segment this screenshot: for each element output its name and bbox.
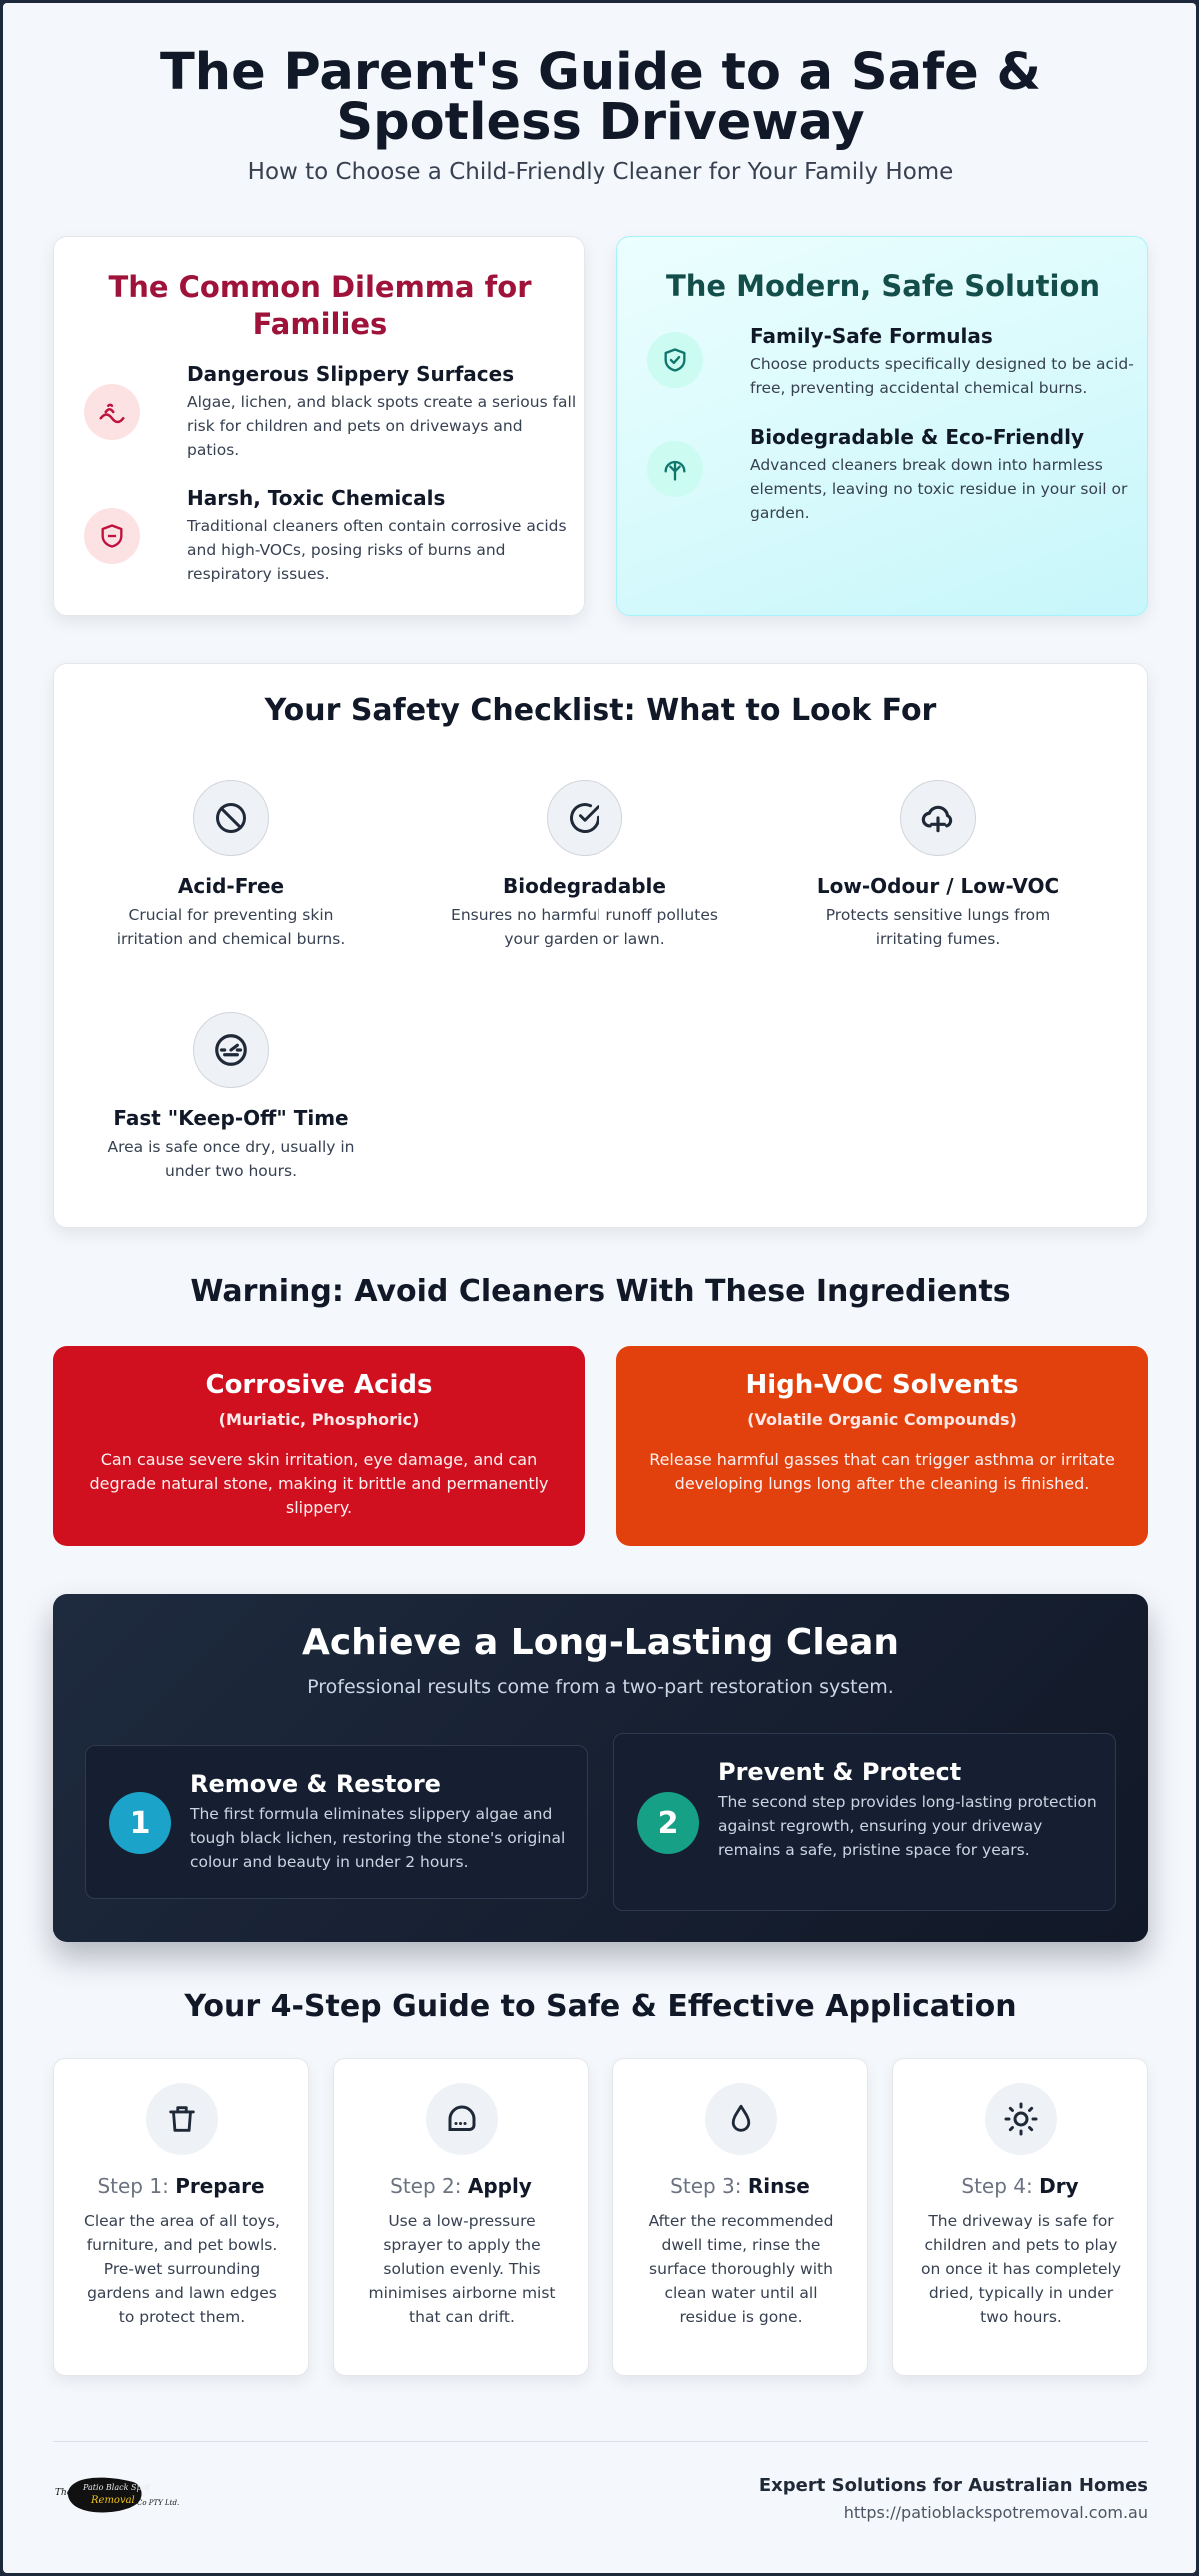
solution-item-desc: Choose products specifically designed to be acid-free, preventing accidental chemical burns. xyxy=(750,355,1134,397)
system-step-desc: The second step provides long-lasting protection against regrowth, ensuring your driveway remains a safe, pristine space for years. xyxy=(718,1793,1097,1859)
svg-text:Removal: Removal xyxy=(91,2495,135,2506)
checklist-card xyxy=(53,663,1148,1228)
guide-step-card xyxy=(892,2058,1148,2376)
solution-item-title: Family-Safe Formulas xyxy=(750,324,993,348)
guide-step-prefix: Step 3: xyxy=(670,2174,742,2198)
checklist-item-title: Fast "Keep-Off" Time xyxy=(113,1106,349,1130)
shield-alert-icon xyxy=(84,508,140,564)
checklist-item-desc: Protects sensitive lungs from irritating fumes. xyxy=(825,906,1051,948)
checklist-item-title: Acid-Free xyxy=(177,874,285,898)
svg-text:The: The xyxy=(55,2488,73,2498)
guide-step-label xyxy=(613,2174,867,2198)
timer-icon xyxy=(193,1012,269,1088)
footer-tagline: Expert Solutions for Australian Homes xyxy=(758,2475,1148,2496)
leaf-icon xyxy=(647,441,703,497)
guide-step-prefix: Step 1: xyxy=(97,2174,169,2198)
solution-heading: The Modern, Safe Solution xyxy=(665,269,1101,303)
dilemma-item-desc: Traditional cleaners often contain corrosive acids and high-VOCs, posing risks of burns and respiratory issues. xyxy=(187,517,567,583)
guide-step-label xyxy=(334,2174,588,2198)
guide-step-desc: After the recommended dwell time, rinse the surface thoroughly with clean water until all residue is gone. xyxy=(648,2212,834,2326)
dilemma-item-desc: Algae, lichen, and black spots create a serious fall risk for children and pets on driveways and patios. xyxy=(187,393,577,459)
guide-step-card xyxy=(612,2058,868,2376)
footer-divider xyxy=(53,2441,1148,2442)
guide-step-prefix: Step 2: xyxy=(390,2174,462,2198)
checklist-item-desc: Crucial for preventing skin irritation and chemical burns. xyxy=(116,906,346,948)
dilemma-item-title: Dangerous Slippery Surfaces xyxy=(187,362,515,386)
system-step-protect xyxy=(613,1733,1116,1911)
warning-card-title: High-VOC Solvents xyxy=(745,1370,1019,1400)
warning-card-desc: Can cause severe skin irritation, eye damage, and can degrade natural stone, making it brittle and permanently slippery. xyxy=(89,1450,549,1517)
system-panel xyxy=(53,1594,1148,1942)
checklist-item xyxy=(408,780,761,960)
checklist-item-title: Biodegradable xyxy=(503,874,666,898)
svg-text:Patio Black Spot: Patio Black Spot xyxy=(83,2483,150,2492)
company-logo[interactable] xyxy=(53,2473,193,2517)
checklist-item xyxy=(54,780,408,960)
system-step-title: Remove & Restore xyxy=(190,1770,441,1798)
system-step-remove xyxy=(85,1745,588,1899)
warning-card-subtitle: (Volatile Organic Compounds) xyxy=(747,1410,1017,1429)
guide-step-label xyxy=(893,2174,1147,2198)
guide-step-name: Rinse xyxy=(747,2174,810,2198)
checklist-item-desc: Area is safe once dry, usually in under two hours. xyxy=(107,1138,355,1180)
system-step-desc: The first formula eliminates slippery algae and tough black lichen, restoring the stone's original colour and beauty in under 2 hours. xyxy=(190,1805,566,1871)
guide-heading: Your 4-Step Guide to Safe & Effective Application xyxy=(184,1989,1017,2024)
guide-step-name: Prepare xyxy=(175,2174,265,2198)
shield-check-icon xyxy=(647,332,703,388)
droplet-icon xyxy=(705,2083,777,2155)
dilemma-card xyxy=(53,236,585,616)
svg-text:Co PTY Ltd.: Co PTY Ltd. xyxy=(137,2499,180,2507)
dilemma-item-title: Harsh, Toxic Chemicals xyxy=(187,486,446,510)
step-number-badge: 1 xyxy=(109,1792,171,1854)
system-subheading: Professional results come from a two-part restoration system. xyxy=(307,1676,894,1698)
guide-step-prefix: Step 4: xyxy=(961,2174,1033,2198)
guide-step-name: Apply xyxy=(467,2174,532,2198)
guide-step-desc: Use a low-pressure sprayer to apply the solution evenly. This minimises airborne mist that can drift. xyxy=(368,2212,556,2326)
trash-icon xyxy=(146,2083,218,2155)
warning-card-desc: Release harmful gasses that can trigger asthma or irritate developing lungs long after the cleaning is finished. xyxy=(649,1450,1115,1493)
checklist-item xyxy=(761,780,1115,960)
guide-step-desc: Clear the area of all toys, furniture, and pet bowls. Pre-wet surrounding gardens and lawn edges to protect them. xyxy=(84,2212,280,2326)
solution-card xyxy=(616,236,1148,616)
guide-step-card xyxy=(53,2058,309,2376)
footer-url-link[interactable]: https://patioblackspotremoval.com.au xyxy=(843,2503,1148,2522)
checklist-item-desc: Ensures no harmful runoff pollutes your garden or lawn. xyxy=(451,906,718,948)
warning-heading: Warning: Avoid Cleaners With These Ingredients xyxy=(190,1274,1011,1309)
guide-step-label xyxy=(54,2174,308,2198)
checklist-item-title: Low-Odour / Low-VOC xyxy=(816,874,1060,898)
warning-card-subtitle: (Muriatic, Phosphoric) xyxy=(218,1410,420,1429)
page xyxy=(3,3,1196,2573)
checklist-item xyxy=(54,1012,408,1192)
warning-card-voc xyxy=(616,1346,1148,1546)
step-number-badge: 2 xyxy=(637,1792,699,1854)
warning-card-title: Corrosive Acids xyxy=(205,1370,433,1400)
solution-item-title: Biodegradable & Eco-Friendly xyxy=(750,425,1084,449)
page-subtitle: How to Choose a Child-Friendly Cleaner for Your Family Home xyxy=(247,159,954,185)
system-step-title: Prevent & Protect xyxy=(718,1758,962,1786)
guide-step-card xyxy=(333,2058,589,2376)
ban-icon xyxy=(193,780,269,856)
dilemma-heading: The Common Dilemma for Families xyxy=(108,270,532,341)
guide-step-name: Dry xyxy=(1039,2174,1079,2198)
solution-item-desc: Advanced cleaners break down into harmless elements, leaving no toxic residue in your soil or garden. xyxy=(750,456,1128,522)
sprayer-icon xyxy=(426,2083,498,2155)
system-heading: Achieve a Long-Lasting Clean xyxy=(301,1622,900,1663)
warning-card-acids xyxy=(53,1346,585,1546)
circle-check-icon xyxy=(547,780,622,856)
guide-step-desc: The driveway is safe for children and pets to play on once it has completely dried, typically in under two hours. xyxy=(920,2212,1122,2326)
slip-icon xyxy=(84,384,140,440)
checklist-heading: Your Safety Checklist: What to Look For xyxy=(264,693,937,728)
cloud-plus-icon xyxy=(900,780,976,856)
sun-icon xyxy=(985,2083,1057,2155)
page-title: The Parent's Guide to a Safe & Spotless Driveway xyxy=(159,43,1042,152)
